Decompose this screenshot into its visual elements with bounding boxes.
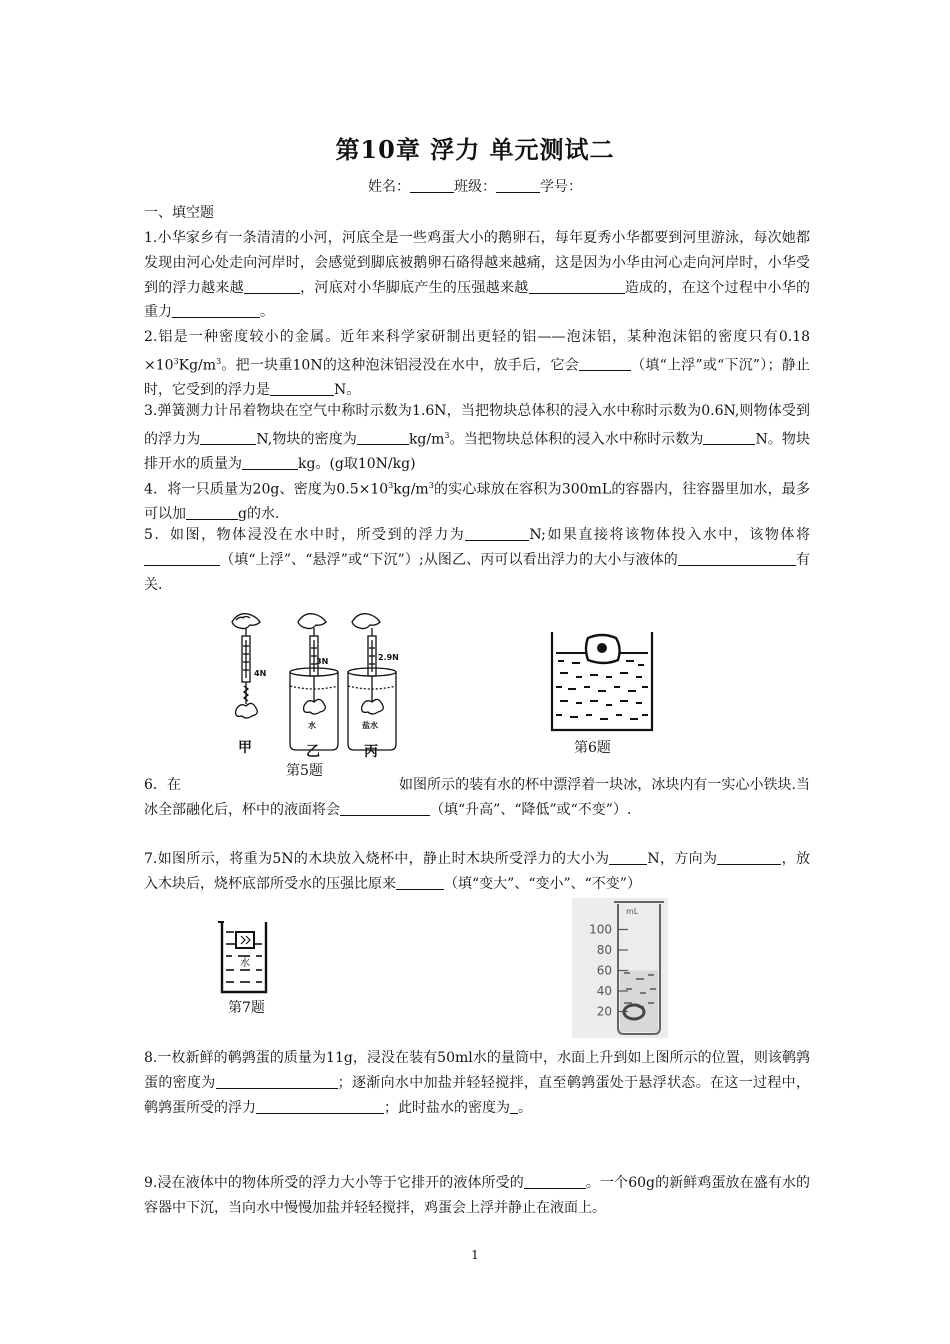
q7-text-a: 7.如图所示，将重为5N的木块放入烧杯中，静止时木块所受浮力的大小为 [144,851,610,867]
q2-unit-exponent: 3 [216,356,222,366]
question-2 [144,325,810,403]
q5-text-b: N;如果直接将该物体投入水中，该物体将 [529,527,811,543]
q6-text-b: 如图所示的装有水的杯中漂浮着一块冰，冰块内有一实心小铁块.当冰全部融化后，杯中的液面将会 [144,777,810,818]
q9-text-a: 9.浸在液体中的物体所受的浮力大小等于它排开的液体所受的 [144,1175,524,1191]
figure-8-measuring-cylinder [572,898,668,1038]
q8-text-c: ；此时盐水的密度为 [384,1099,510,1116]
question-8 [144,1046,810,1120]
q8-blank-1[interactable] [216,1072,338,1089]
class-label: 班级： [454,179,496,195]
question-1 [144,226,810,325]
figure-6-ice-cup [546,630,658,734]
q2-exponent: 3 [173,356,179,366]
q1-text-c: 造成的，在这个过程中小华的重力 [144,279,811,321]
cylinder-tick-label: 60 [596,963,612,978]
q4-text-b: kg/m [393,481,429,498]
hand-icon [352,614,380,629]
q4-text-a: 4．将一只质量为20g、密度为0.5×10 [144,481,389,498]
q1-blank-1[interactable] [244,277,300,294]
q3-text-c: kg/m [408,431,445,448]
question-3 [144,399,810,477]
figure-7-beaker [216,918,272,996]
q5-text-c: （填“上浮”、“悬浮”或“下沉”）;从图乙、丙可以看出浮力的大小与液体的 [220,551,678,568]
q4-blank-1[interactable] [186,503,238,520]
cylinder-tick-label: 20 [596,1004,612,1019]
q7-blank-3[interactable] [396,873,444,890]
q5-blank-1[interactable] [465,524,529,541]
q3-blank-1[interactable] [200,428,256,445]
figure-5-caption: 第5题 [286,763,323,779]
q7-text-d: （填“变大”、“变小”、“不变”） [444,875,641,892]
name-blank[interactable] [410,176,454,193]
figure-6-caption: 第6题 [574,740,611,756]
q1-text-b: ，河底对小华脚底产生的压强越来越 [299,279,529,296]
hand-icon [298,614,326,629]
q7-blank-1[interactable] [609,848,647,865]
liquid-label-water: 水 [308,721,316,730]
question-4 [144,474,810,527]
q2-text-e: N。 [334,382,361,399]
q6-blank-1[interactable] [340,799,430,816]
q4-exponent: 3 [388,481,394,490]
water-label: 水 [240,958,250,969]
q8-blank-3[interactable] [510,1097,518,1114]
question-5 [144,523,810,597]
name-label: 姓名： [368,179,410,195]
page-title: 第10章 浮力 单元测试二 [335,135,615,164]
q2-blank-2[interactable] [270,379,334,396]
q7-text-b: N，方向为 [647,851,718,867]
q3-exponent: 3 [444,430,450,440]
cylinder-tick-label: 100 [589,922,612,937]
reading-jia: 4N [254,669,267,678]
q5-blank-2[interactable] [144,549,220,566]
cylinder-tick-label: 80 [596,943,612,957]
class-blank[interactable] [496,176,540,193]
figure-5-spring-scales [210,606,420,762]
figure-7-caption: 第7题 [228,1000,265,1016]
label-jia: 甲 [238,740,252,756]
q5-text-a: 5．如图，物体浸没在水中时，所受到的浮力为 [144,527,466,543]
q6-text-a: 6．在 [144,777,181,793]
q5-blank-3[interactable] [678,549,796,566]
question-9 [144,1171,810,1221]
q2-blank-1[interactable] [579,354,631,371]
label-yi: 乙 [306,744,320,760]
section-heading: 一、填空题 [144,205,214,221]
q6-text-c: （填“升高”、“降低”或“不变”）. [430,801,632,818]
q2-text-b: Kg/m [178,357,217,374]
cylinder-tick-label: 40 [596,984,612,998]
q1-text-a: 1.小华家乡有一条清清的小河，河底全是一些鸡蛋大小的鹅卵石，每年夏秀小华都要到河里游泳，每次她都发现由河心处走向河岸时，会感觉到脚底被鹅卵石硌得越来越痛，这是因为小华由河心走向河岸时，小华受到的浮力越来越 [144,230,810,296]
q3-blank-3[interactable] [703,428,755,445]
q9-blank-1[interactable] [524,1172,586,1189]
q2-text-a: 2.铝是一种密度较小的金属。近年来科学家研制出更轻的铝——泡沫铝，某种泡沫铝的密度只有0.18 ×10 [144,329,810,374]
q3-text-a: 3.弹簧测力计吊着物块在空气中称时示数为1.6N，当把物块总体积的浸入水中称时示数为0.6N,则物体受到的浮力为 [144,403,810,448]
question-6 [144,773,810,823]
q2-text-d: （填“上浮”或“下沉”）；静止时，它受到的浮力是 [144,357,810,399]
q4-text-c: 的实心球放在容积为300mL的容器内，往容器里加水，最多可以加 [144,481,810,523]
q1-blank-3[interactable] [172,301,260,318]
label-bing: 丙 [364,744,378,760]
q2-text-c: 。把一块重10N的这种泡沫铝浸没在水中，放手后，它会 [221,357,579,374]
q1-text-d: 。 [260,304,274,321]
q8-text-b: ；逐渐向水中加盐并轻轻搅拌，直至鹌鹑蛋处于悬浮状态。在这一过程中，鹌鹑蛋所受的浮力 [144,1074,811,1116]
q9-text-b: 。一个60g的新鲜鸡蛋放在盛有水的容器中下沉，当向水中慢慢加盐并轻轻搅拌，鸡蛋会上浮并静止在液面上。 [144,1175,810,1216]
q7-text-c: ，放入木块后，烧杯底部所受水的压强比原来 [144,851,811,892]
cylinder-unit: mL [626,907,639,916]
q3-text-d: 。当把物块总体积的浸入水中称时示数为 [449,431,704,448]
liquid-label-saltwater: 盐水 [362,721,378,730]
q1-blank-2[interactable] [529,277,625,294]
reading-yi: 3N [316,657,329,666]
number-label: 学号： [540,179,582,195]
q3-text-f: kg。(g取10N/kg) [298,456,416,473]
reading-bing: 2.9N [378,653,399,662]
q4-text-d: g的水. [238,506,280,523]
hand-icon [232,614,260,629]
iron-ball [597,643,607,653]
q3-text-b: N,物块的密度为 [256,431,357,448]
q5-text-d: 有关. [144,551,810,593]
student-info-line [0,176,950,196]
q3-text-e: N。物块排开水的质量为 [144,431,811,473]
q8-text-a: 8.一枚新鲜的鹌鹑蛋的质量为11g，浸没在装有50ml水的量筒中，水面上升到如上图所示的位置，则该鹌鹑蛋的密度为 [144,1050,810,1091]
question-7 [144,847,810,897]
q7-blank-2[interactable] [717,848,781,865]
q3-blank-4[interactable] [242,453,298,470]
page-number: 1 [471,1248,479,1262]
q3-blank-2[interactable] [357,428,409,445]
q4-unit-exponent: 3 [428,481,434,490]
q8-blank-2[interactable] [256,1097,384,1114]
q8-text-d: 。 [518,1099,532,1116]
